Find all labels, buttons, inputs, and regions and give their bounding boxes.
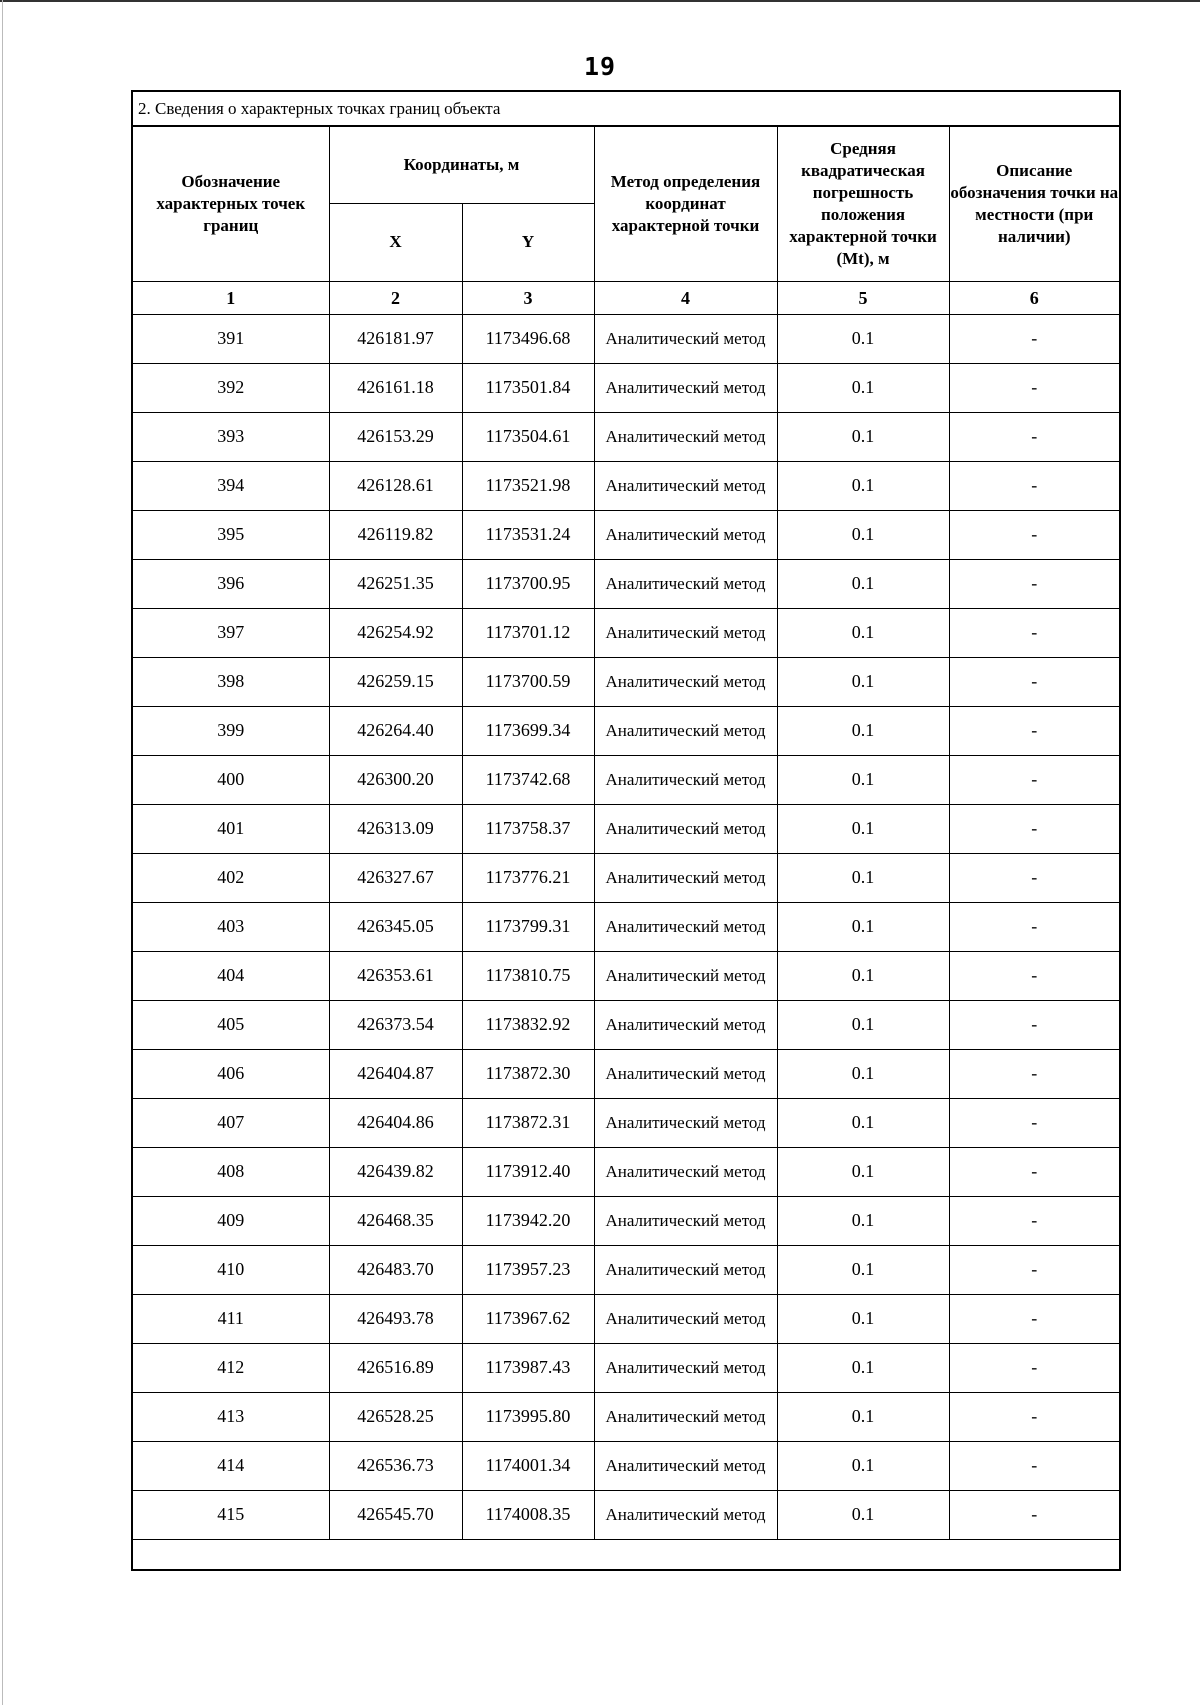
y-coordinate-cell: 1173872.31 <box>462 1098 594 1147</box>
description-cell: - <box>949 1196 1119 1245</box>
description-cell: - <box>949 1343 1119 1392</box>
method-cell: Аналитический метод <box>594 412 777 461</box>
y-coordinate-cell: 1173912.40 <box>462 1147 594 1196</box>
x-coordinate-cell: 426536.73 <box>329 1441 462 1490</box>
point-id-cell: 406 <box>133 1049 329 1098</box>
point-id-cell: 413 <box>133 1392 329 1441</box>
point-id-cell: 403 <box>133 902 329 951</box>
description-cell: - <box>949 510 1119 559</box>
y-coordinate-cell: 1173699.34 <box>462 706 594 755</box>
y-coordinate-cell: 1173957.23 <box>462 1245 594 1294</box>
table-row <box>133 510 1119 559</box>
x-coordinate-cell: 426493.78 <box>329 1294 462 1343</box>
error-cell: 0.1 <box>777 1294 949 1343</box>
error-cell: 0.1 <box>777 657 949 706</box>
point-id-cell: 412 <box>133 1343 329 1392</box>
y-coordinate-cell: 1173810.75 <box>462 951 594 1000</box>
points-table-body <box>133 314 1119 1569</box>
point-id-cell: 414 <box>133 1441 329 1490</box>
method-cell: Аналитический метод <box>594 951 777 1000</box>
method-cell: Аналитический метод <box>594 804 777 853</box>
x-coordinate-cell: 426181.97 <box>329 314 462 363</box>
description-cell: - <box>949 559 1119 608</box>
method-cell: Аналитический метод <box>594 559 777 608</box>
point-id-cell: 399 <box>133 706 329 755</box>
method-cell: Аналитический метод <box>594 1294 777 1343</box>
error-cell: 0.1 <box>777 363 949 412</box>
y-coordinate-cell: 1173942.20 <box>462 1196 594 1245</box>
header-description: Описание обозначения точки на местности (при наличии) <box>949 127 1119 281</box>
x-coordinate-cell: 426439.82 <box>329 1147 462 1196</box>
point-id-cell: 402 <box>133 853 329 902</box>
x-coordinate-cell: 426483.70 <box>329 1245 462 1294</box>
table-row <box>133 657 1119 706</box>
x-coordinate-cell: 426468.35 <box>329 1196 462 1245</box>
empty-cell <box>133 1539 1119 1569</box>
table-row <box>133 706 1119 755</box>
error-cell: 0.1 <box>777 951 949 1000</box>
y-coordinate-cell: 1173504.61 <box>462 412 594 461</box>
method-cell: Аналитический метод <box>594 1343 777 1392</box>
description-cell: - <box>949 951 1119 1000</box>
y-coordinate-cell: 1174008.35 <box>462 1490 594 1539</box>
description-cell: - <box>949 1147 1119 1196</box>
point-id-cell: 405 <box>133 1000 329 1049</box>
method-cell: Аналитический метод <box>594 1000 777 1049</box>
point-id-cell: 391 <box>133 314 329 363</box>
description-cell: - <box>949 1441 1119 1490</box>
method-cell: Аналитический метод <box>594 1098 777 1147</box>
table-row <box>133 1490 1119 1539</box>
point-id-cell: 401 <box>133 804 329 853</box>
x-coordinate-cell: 426528.25 <box>329 1392 462 1441</box>
point-id-cell: 408 <box>133 1147 329 1196</box>
error-cell: 0.1 <box>777 510 949 559</box>
point-id-cell: 393 <box>133 412 329 461</box>
error-cell: 0.1 <box>777 902 949 951</box>
column-number: 1 <box>133 281 329 314</box>
error-cell: 0.1 <box>777 755 949 804</box>
description-cell: - <box>949 1049 1119 1098</box>
method-cell: Аналитический метод <box>594 510 777 559</box>
point-id-cell: 415 <box>133 1490 329 1539</box>
error-cell: 0.1 <box>777 1441 949 1490</box>
x-coordinate-cell: 426353.61 <box>329 951 462 1000</box>
table-row <box>133 1245 1119 1294</box>
description-cell: - <box>949 1098 1119 1147</box>
point-id-cell: 409 <box>133 1196 329 1245</box>
y-coordinate-cell: 1173700.95 <box>462 559 594 608</box>
y-coordinate-cell: 1173872.30 <box>462 1049 594 1098</box>
description-cell: - <box>949 902 1119 951</box>
y-coordinate-cell: 1173776.21 <box>462 853 594 902</box>
y-coordinate-cell: 1173496.68 <box>462 314 594 363</box>
point-id-cell: 397 <box>133 608 329 657</box>
method-cell: Аналитический метод <box>594 1392 777 1441</box>
description-cell: - <box>949 608 1119 657</box>
method-cell: Аналитический метод <box>594 1490 777 1539</box>
x-coordinate-cell: 426404.86 <box>329 1098 462 1147</box>
y-coordinate-cell: 1173758.37 <box>462 804 594 853</box>
header-coordinates: Координаты, м <box>329 127 594 203</box>
x-coordinate-cell: 426373.54 <box>329 1000 462 1049</box>
points-table <box>133 127 1119 1570</box>
page-number: 19 <box>583 52 617 81</box>
y-coordinate-cell: 1174001.34 <box>462 1441 594 1490</box>
section-title: 2. Сведения о характерных точках границ объекта <box>133 92 1119 127</box>
method-cell: Аналитический метод <box>594 363 777 412</box>
table-row <box>133 608 1119 657</box>
x-coordinate-cell: 426161.18 <box>329 363 462 412</box>
column-number: 2 <box>329 281 462 314</box>
description-cell: - <box>949 804 1119 853</box>
x-coordinate-cell: 426545.70 <box>329 1490 462 1539</box>
error-cell: 0.1 <box>777 853 949 902</box>
method-cell: Аналитический метод <box>594 461 777 510</box>
x-coordinate-cell: 426259.15 <box>329 657 462 706</box>
y-coordinate-cell: 1173531.24 <box>462 510 594 559</box>
column-number: 3 <box>462 281 594 314</box>
error-cell: 0.1 <box>777 706 949 755</box>
point-id-cell: 396 <box>133 559 329 608</box>
description-cell: - <box>949 1000 1119 1049</box>
table-row <box>133 1098 1119 1147</box>
header-method: Метод определения координат характерной точки <box>594 127 777 281</box>
point-id-cell: 407 <box>133 1098 329 1147</box>
column-number-row <box>133 281 1119 314</box>
x-coordinate-cell: 426300.20 <box>329 755 462 804</box>
empty-row <box>133 1539 1119 1569</box>
method-cell: Аналитический метод <box>594 1441 777 1490</box>
table-row <box>133 951 1119 1000</box>
y-coordinate-cell: 1173521.98 <box>462 461 594 510</box>
error-cell: 0.1 <box>777 461 949 510</box>
table-row <box>133 1294 1119 1343</box>
column-number: 4 <box>594 281 777 314</box>
points-sheet <box>131 90 1121 1571</box>
table-row <box>133 314 1119 363</box>
x-coordinate-cell: 426254.92 <box>329 608 462 657</box>
error-cell: 0.1 <box>777 1392 949 1441</box>
x-coordinate-cell: 426404.87 <box>329 1049 462 1098</box>
x-coordinate-cell: 426345.05 <box>329 902 462 951</box>
table-row <box>133 1000 1119 1049</box>
error-cell: 0.1 <box>777 608 949 657</box>
method-cell: Аналитический метод <box>594 1147 777 1196</box>
error-cell: 0.1 <box>777 1098 949 1147</box>
header-designation: Обозначение характерных точек границ <box>133 127 329 281</box>
point-id-cell: 392 <box>133 363 329 412</box>
description-cell: - <box>949 461 1119 510</box>
description-cell: - <box>949 412 1119 461</box>
y-coordinate-cell: 1173501.84 <box>462 363 594 412</box>
error-cell: 0.1 <box>777 804 949 853</box>
method-cell: Аналитический метод <box>594 1049 777 1098</box>
error-cell: 0.1 <box>777 1196 949 1245</box>
table-row <box>133 902 1119 951</box>
table-row <box>133 853 1119 902</box>
description-cell: - <box>949 853 1119 902</box>
y-coordinate-cell: 1173967.62 <box>462 1294 594 1343</box>
point-id-cell: 404 <box>133 951 329 1000</box>
table-row <box>133 1147 1119 1196</box>
point-id-cell: 394 <box>133 461 329 510</box>
point-id-cell: 410 <box>133 1245 329 1294</box>
table-row <box>133 1196 1119 1245</box>
error-cell: 0.1 <box>777 1343 949 1392</box>
description-cell: - <box>949 314 1119 363</box>
error-cell: 0.1 <box>777 1245 949 1294</box>
table-row <box>133 363 1119 412</box>
x-coordinate-cell: 426128.61 <box>329 461 462 510</box>
method-cell: Аналитический метод <box>594 657 777 706</box>
x-coordinate-cell: 426516.89 <box>329 1343 462 1392</box>
y-coordinate-cell: 1173987.43 <box>462 1343 594 1392</box>
error-cell: 0.1 <box>777 1490 949 1539</box>
column-number: 5 <box>777 281 949 314</box>
description-cell: - <box>949 363 1119 412</box>
table-row <box>133 1343 1119 1392</box>
method-cell: Аналитический метод <box>594 706 777 755</box>
x-coordinate-cell: 426153.29 <box>329 412 462 461</box>
y-coordinate-cell: 1173832.92 <box>462 1000 594 1049</box>
x-coordinate-cell: 426327.67 <box>329 853 462 902</box>
table-row <box>133 755 1119 804</box>
description-cell: - <box>949 1490 1119 1539</box>
description-cell: - <box>949 1245 1119 1294</box>
method-cell: Аналитический метод <box>594 755 777 804</box>
point-id-cell: 411 <box>133 1294 329 1343</box>
method-cell: Аналитический метод <box>594 608 777 657</box>
table-row <box>133 461 1119 510</box>
point-id-cell: 400 <box>133 755 329 804</box>
y-coordinate-cell: 1173701.12 <box>462 608 594 657</box>
y-coordinate-cell: 1173700.59 <box>462 657 594 706</box>
error-cell: 0.1 <box>777 1147 949 1196</box>
error-cell: 0.1 <box>777 1049 949 1098</box>
method-cell: Аналитический метод <box>594 853 777 902</box>
description-cell: - <box>949 706 1119 755</box>
description-cell: - <box>949 755 1119 804</box>
x-coordinate-cell: 426313.09 <box>329 804 462 853</box>
x-coordinate-cell: 426251.35 <box>329 559 462 608</box>
error-cell: 0.1 <box>777 1000 949 1049</box>
scan-top-edge <box>0 0 1200 2</box>
description-cell: - <box>949 1392 1119 1441</box>
description-cell: - <box>949 1294 1119 1343</box>
y-coordinate-cell: 1173995.80 <box>462 1392 594 1441</box>
scan-left-edge <box>2 0 3 1705</box>
y-coordinate-cell: 1173799.31 <box>462 902 594 951</box>
description-cell: - <box>949 657 1119 706</box>
table-row <box>133 1049 1119 1098</box>
table-row <box>133 1441 1119 1490</box>
error-cell: 0.1 <box>777 412 949 461</box>
table-row <box>133 804 1119 853</box>
header-y: Y <box>462 203 594 281</box>
method-cell: Аналитический метод <box>594 1245 777 1294</box>
y-coordinate-cell: 1173742.68 <box>462 755 594 804</box>
method-cell: Аналитический метод <box>594 1196 777 1245</box>
header-x: X <box>329 203 462 281</box>
x-coordinate-cell: 426119.82 <box>329 510 462 559</box>
table-row <box>133 559 1119 608</box>
point-id-cell: 398 <box>133 657 329 706</box>
method-cell: Аналитический метод <box>594 314 777 363</box>
method-cell: Аналитический метод <box>594 902 777 951</box>
table-row <box>133 412 1119 461</box>
error-cell: 0.1 <box>777 314 949 363</box>
column-number: 6 <box>949 281 1119 314</box>
x-coordinate-cell: 426264.40 <box>329 706 462 755</box>
table-row <box>133 1392 1119 1441</box>
point-id-cell: 395 <box>133 510 329 559</box>
error-cell: 0.1 <box>777 559 949 608</box>
header-error: Средняя квадратическая погрешность положения характерной точки (Mt), м <box>777 127 949 281</box>
